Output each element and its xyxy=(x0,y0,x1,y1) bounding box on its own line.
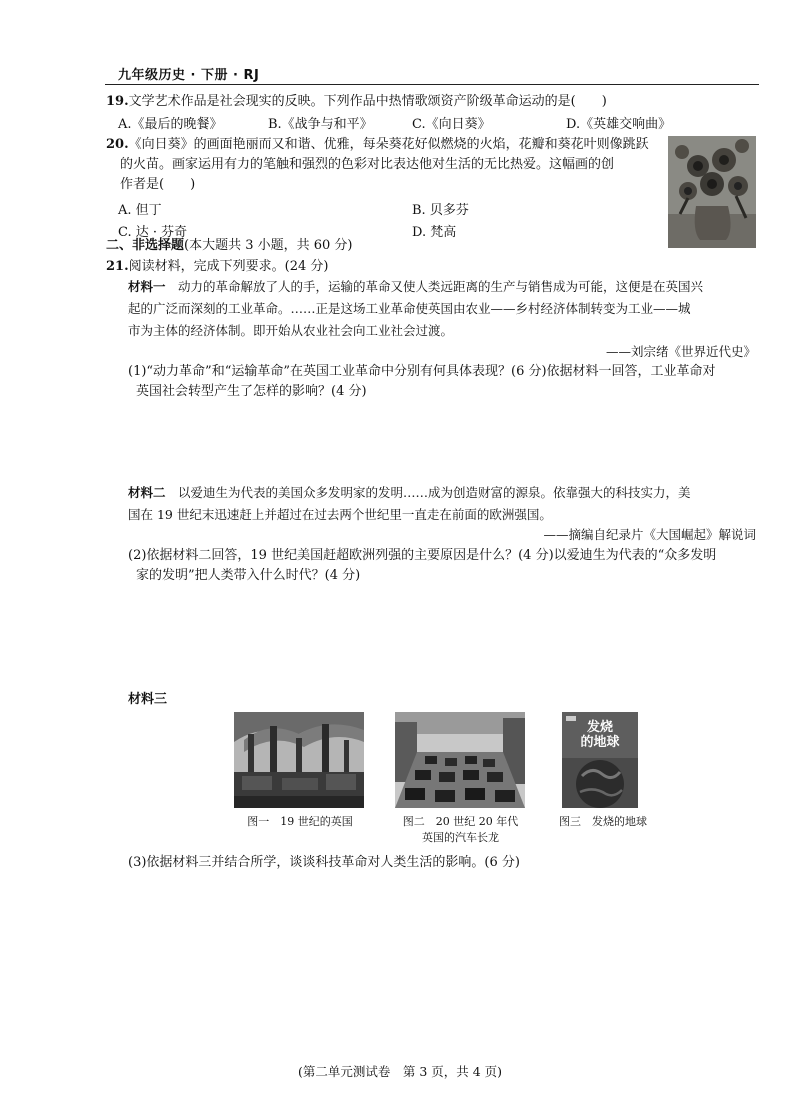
q19-option-b: B.《战争与和平》 xyxy=(268,117,373,132)
material-one xyxy=(128,276,764,342)
figure-caption-3 xyxy=(548,814,658,830)
caption-line: 图二 20 世纪 20 年代 xyxy=(402,815,519,828)
q19-option-c: C.《向日葵》 xyxy=(412,117,491,132)
caption-line: 英国的汽车长龙 xyxy=(422,831,499,844)
question-21 xyxy=(106,257,328,277)
material-label: 材料二 xyxy=(128,485,166,500)
section-heading: 二、非选择题 xyxy=(106,238,185,253)
material-text: 以爱迪生为代表的美国众多发明家的发明……成为创造财富的源泉。依靠强大的科技实力，美 xyxy=(178,485,691,500)
sub-question-line: 家的发明”把人类带入什么时代？(4 分) xyxy=(136,568,361,583)
figure-1920s-traffic xyxy=(395,712,525,808)
question-number: 20. xyxy=(106,137,129,152)
cover-title-line: 发烧 xyxy=(586,720,613,735)
q20-option-d: D. 梵高 xyxy=(412,225,457,240)
material-text: 动力的革命解放了人的手，运输的革命又使人类远距离的生产与销售成为可能，这便是在英国兴 xyxy=(178,279,704,294)
material-two xyxy=(128,482,764,526)
cover-title-line: 的地球 xyxy=(580,735,620,750)
q19-option-d: D.《英雄交响曲》 xyxy=(566,117,672,132)
question-stem-line: 的火苗。画家运用有力的笔触和强烈的色彩对比表达他对生活的无比热爱。这幅画的创 xyxy=(120,157,615,172)
material-text: 起的广泛而深刻的工业革命。……正是这场工业革命使英国由农业——乡村经济体制转变为工业——城 xyxy=(128,301,691,316)
section-title xyxy=(106,236,353,256)
material-label: 材料一 xyxy=(128,279,166,294)
question-20 xyxy=(106,135,662,195)
q20-option-c: C. 达 · 芬奇 xyxy=(118,225,188,240)
question-stem-line: 《向日葵》的画面艳丽而又和谐、优雅，每朵葵花好似燃烧的火焰，花瓣和葵花叶则像跳跃 xyxy=(128,137,649,152)
caption-line: 图一 19 世纪的英国 xyxy=(247,815,353,828)
q19-option-a: A.《最后的晚餐》 xyxy=(118,117,223,132)
figure-fevered-earth-cover xyxy=(562,712,638,808)
sunflowers-painting xyxy=(668,136,756,248)
sub-question-2 xyxy=(128,546,768,586)
q20-option-a: A. 但丁 xyxy=(118,203,162,218)
section-note: (本大题共 3 小题，共 60 分) xyxy=(184,238,353,253)
sub-question-line: 英国社会转型产生了怎样的影响？(4 分) xyxy=(136,384,367,399)
q20-option-b: B. 贝多芬 xyxy=(412,203,469,218)
figure-19th-century-britain xyxy=(234,712,364,808)
question-number: 21. xyxy=(106,259,129,274)
sub-question-line: (1)“动力革命”和“运输革命”在英国工业革命中分别有何具体表现？(6 分)依据材料一回答，工业革命对 xyxy=(128,364,716,379)
header-divider xyxy=(105,84,759,85)
question-stem-line: 作者是( ) xyxy=(120,177,196,192)
material-one-source: ——刘宗绪《世界近代史》 xyxy=(605,344,756,359)
question-stem: 阅读材料，完成下列要求。(24 分) xyxy=(128,259,329,274)
material-text: 国在 19 世纪末迅速赶上并超过在过去两个世纪里一直走在前面的欧洲强国。 xyxy=(128,507,552,522)
sub-question-line: (2)依据材料二回答，19 世纪美国赶超欧洲列强的主要原因是什么？(4 分)以爱迪生为代表的“众多发明 xyxy=(128,548,717,563)
question-stem: 文学艺术作品是社会现实的反映。下列作品中热情歌颂资产阶级革命运动的是( ) xyxy=(128,94,607,109)
sub-question-3: (3)依据材料三并结合所学，谈谈科技革命对人类生活的影响。(6 分) xyxy=(128,855,520,870)
figure-caption-1 xyxy=(230,814,370,830)
sub-question-1 xyxy=(128,362,768,402)
question-19 xyxy=(106,92,607,112)
figure-caption-2 xyxy=(388,814,533,846)
material-text: 市为主体的经济体制。即开始从农业社会向工业社会过渡。 xyxy=(128,323,454,338)
material-three-label: 材料三 xyxy=(128,692,168,707)
page-footer: (第二单元测试卷 第 3 页，共 4 页) xyxy=(297,1064,503,1079)
caption-line: 图三 发烧的地球 xyxy=(559,815,647,828)
page-header: 九年级历史 · 下册 · RJ xyxy=(118,68,260,83)
material-two-source: ——摘编自纪录片《大国崛起》解说词 xyxy=(543,527,756,542)
question-number: 19. xyxy=(106,94,129,109)
